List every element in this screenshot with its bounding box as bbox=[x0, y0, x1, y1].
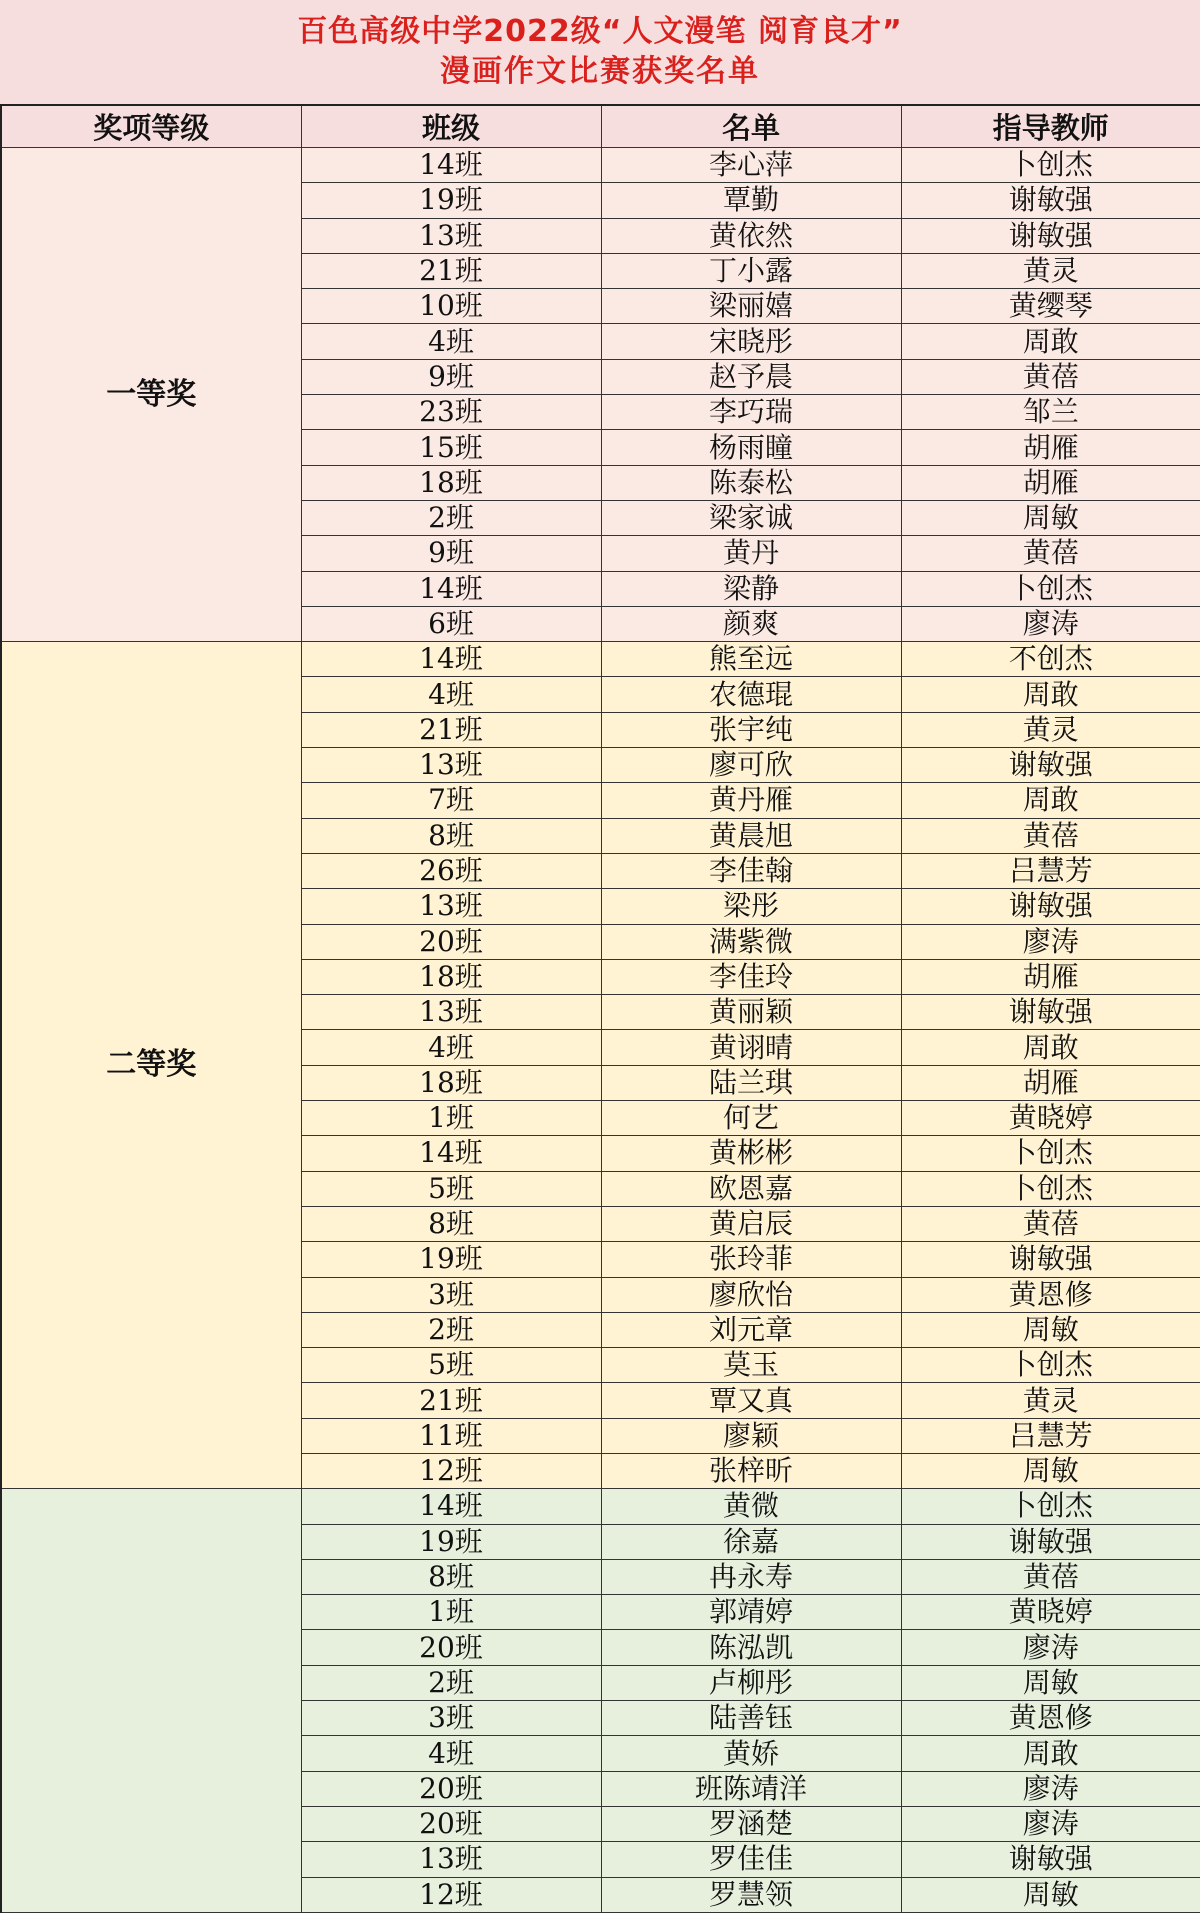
student-name-cell: 罗佳佳 bbox=[601, 1842, 901, 1877]
teacher-cell: 黄晓婷 bbox=[901, 1595, 1200, 1630]
teacher-cell: 黄蓓 bbox=[901, 359, 1200, 394]
class-cell: 2班 bbox=[301, 500, 601, 535]
teacher-cell: 黄恩修 bbox=[901, 1701, 1200, 1736]
class-cell: 13班 bbox=[301, 1842, 601, 1877]
class-cell: 3班 bbox=[301, 1277, 601, 1312]
student-name-cell: 宋晓彤 bbox=[601, 324, 901, 359]
class-cell: 8班 bbox=[301, 1559, 601, 1594]
class-cell: 23班 bbox=[301, 395, 601, 430]
table-body bbox=[1, 148, 1200, 1913]
student-name-cell: 罗涵楚 bbox=[601, 1806, 901, 1841]
teacher-cell: 周敢 bbox=[901, 677, 1200, 712]
teacher-cell: 黄蓓 bbox=[901, 818, 1200, 853]
teacher-cell: 胡雁 bbox=[901, 1065, 1200, 1100]
student-name-cell: 覃勤 bbox=[601, 183, 901, 218]
document-header bbox=[0, 0, 1200, 104]
teacher-cell: 谢敏强 bbox=[901, 995, 1200, 1030]
class-cell: 20班 bbox=[301, 1630, 601, 1665]
teacher-cell: 黄恩修 bbox=[901, 1277, 1200, 1312]
teacher-cell: 周敢 bbox=[901, 783, 1200, 818]
column-header-teacher: 指导教师 bbox=[901, 105, 1200, 148]
student-name-cell: 黄微 bbox=[601, 1489, 901, 1524]
student-name-cell: 陈泓凯 bbox=[601, 1630, 901, 1665]
class-cell: 7班 bbox=[301, 783, 601, 818]
class-cell: 12班 bbox=[301, 1453, 601, 1488]
student-name-cell: 李佳翰 bbox=[601, 853, 901, 888]
class-cell: 10班 bbox=[301, 289, 601, 324]
student-name-cell: 罗慧领 bbox=[601, 1877, 901, 1912]
column-header-award: 奖项等级 bbox=[1, 105, 301, 148]
teacher-cell: 廖涛 bbox=[901, 606, 1200, 641]
student-name-cell: 梁静 bbox=[601, 571, 901, 606]
column-header-class: 班级 bbox=[301, 105, 601, 148]
class-cell: 19班 bbox=[301, 183, 601, 218]
teacher-cell: 廖涛 bbox=[901, 1806, 1200, 1841]
teacher-cell: 廖涛 bbox=[901, 1630, 1200, 1665]
class-cell: 12班 bbox=[301, 1877, 601, 1912]
class-cell: 6班 bbox=[301, 606, 601, 641]
class-cell: 4班 bbox=[301, 1030, 601, 1065]
student-name-cell: 刘元章 bbox=[601, 1312, 901, 1347]
student-name-cell: 陈泰松 bbox=[601, 465, 901, 500]
teacher-cell: 谢敏强 bbox=[901, 183, 1200, 218]
teacher-cell: 黄缨琴 bbox=[901, 289, 1200, 324]
student-name-cell: 农德琨 bbox=[601, 677, 901, 712]
table-row bbox=[1, 148, 1200, 183]
class-cell: 19班 bbox=[301, 1242, 601, 1277]
class-cell: 3班 bbox=[301, 1701, 601, 1736]
teacher-cell: 黄蓓 bbox=[901, 536, 1200, 571]
class-cell: 5班 bbox=[301, 1348, 601, 1383]
student-name-cell: 丁小露 bbox=[601, 253, 901, 288]
teacher-cell: 谢敏强 bbox=[901, 889, 1200, 924]
student-name-cell: 莫玉 bbox=[601, 1348, 901, 1383]
column-header-name: 名单 bbox=[601, 105, 901, 148]
student-name-cell: 冉永寿 bbox=[601, 1559, 901, 1594]
student-name-cell: 黄娇 bbox=[601, 1736, 901, 1771]
teacher-cell: 黄晓婷 bbox=[901, 1101, 1200, 1136]
class-cell: 2班 bbox=[301, 1665, 601, 1700]
class-cell: 1班 bbox=[301, 1101, 601, 1136]
class-cell: 26班 bbox=[301, 853, 601, 888]
teacher-cell: 周敏 bbox=[901, 1453, 1200, 1488]
student-name-cell: 廖欣怡 bbox=[601, 1277, 901, 1312]
teacher-cell: 黄蓓 bbox=[901, 1206, 1200, 1241]
teacher-cell: 谢敏强 bbox=[901, 1842, 1200, 1877]
student-name-cell: 黄晨旭 bbox=[601, 818, 901, 853]
class-cell: 13班 bbox=[301, 889, 601, 924]
award-level-cell: 二等奖 bbox=[1, 642, 301, 1489]
teacher-cell: 周敢 bbox=[901, 324, 1200, 359]
teacher-cell: 谢敏强 bbox=[901, 1524, 1200, 1559]
class-cell: 9班 bbox=[301, 536, 601, 571]
student-name-cell: 班陈靖洋 bbox=[601, 1771, 901, 1806]
student-name-cell: 陆善钰 bbox=[601, 1701, 901, 1736]
teacher-cell: 胡雁 bbox=[901, 959, 1200, 994]
class-cell: 18班 bbox=[301, 959, 601, 994]
class-cell: 14班 bbox=[301, 1489, 601, 1524]
class-cell: 15班 bbox=[301, 430, 601, 465]
teacher-cell: 周敏 bbox=[901, 1665, 1200, 1700]
teacher-cell: 吕慧芳 bbox=[901, 853, 1200, 888]
teacher-cell: 不创杰 bbox=[901, 642, 1200, 677]
student-name-cell: 梁家诚 bbox=[601, 500, 901, 535]
teacher-cell: 廖涛 bbox=[901, 1771, 1200, 1806]
student-name-cell: 陆兰琪 bbox=[601, 1065, 901, 1100]
student-name-cell: 黄彬彬 bbox=[601, 1136, 901, 1171]
teacher-cell: 周敢 bbox=[901, 1736, 1200, 1771]
teacher-cell: 周敏 bbox=[901, 500, 1200, 535]
student-name-cell: 黄诩晴 bbox=[601, 1030, 901, 1065]
class-cell: 20班 bbox=[301, 1806, 601, 1841]
teacher-cell: 卜创杰 bbox=[901, 1348, 1200, 1383]
class-cell: 2班 bbox=[301, 1312, 601, 1347]
class-cell: 13班 bbox=[301, 748, 601, 783]
student-name-cell: 李巧瑞 bbox=[601, 395, 901, 430]
student-name-cell: 杨雨瞳 bbox=[601, 430, 901, 465]
class-cell: 19班 bbox=[301, 1524, 601, 1559]
student-name-cell: 廖颖 bbox=[601, 1418, 901, 1453]
teacher-cell: 黄灵 bbox=[901, 1383, 1200, 1418]
teacher-cell: 黄蓓 bbox=[901, 1559, 1200, 1594]
class-cell: 18班 bbox=[301, 465, 601, 500]
class-cell: 14班 bbox=[301, 1136, 601, 1171]
class-cell: 1班 bbox=[301, 1595, 601, 1630]
table-row bbox=[1, 642, 1200, 677]
student-name-cell: 欧恩嘉 bbox=[601, 1171, 901, 1206]
award-level-cell: 一等奖 bbox=[1, 148, 301, 642]
student-name-cell: 梁丽嬉 bbox=[601, 289, 901, 324]
student-name-cell: 覃又真 bbox=[601, 1383, 901, 1418]
student-name-cell: 梁彤 bbox=[601, 889, 901, 924]
student-name-cell: 张玲菲 bbox=[601, 1242, 901, 1277]
teacher-cell: 卜创杰 bbox=[901, 1489, 1200, 1524]
student-name-cell: 黄丽颖 bbox=[601, 995, 901, 1030]
class-cell: 11班 bbox=[301, 1418, 601, 1453]
teacher-cell: 胡雁 bbox=[901, 465, 1200, 500]
class-cell: 20班 bbox=[301, 924, 601, 959]
teacher-cell: 卜创杰 bbox=[901, 148, 1200, 183]
class-cell: 5班 bbox=[301, 1171, 601, 1206]
student-name-cell: 张梓昕 bbox=[601, 1453, 901, 1488]
teacher-cell: 卜创杰 bbox=[901, 1171, 1200, 1206]
class-cell: 14班 bbox=[301, 642, 601, 677]
student-name-cell: 廖可欣 bbox=[601, 748, 901, 783]
class-cell: 20班 bbox=[301, 1771, 601, 1806]
class-cell: 21班 bbox=[301, 253, 601, 288]
student-name-cell: 黄启辰 bbox=[601, 1206, 901, 1241]
teacher-cell: 吕慧芳 bbox=[901, 1418, 1200, 1453]
teacher-cell: 卜创杰 bbox=[901, 571, 1200, 606]
student-name-cell: 徐嘉 bbox=[601, 1524, 901, 1559]
table-row bbox=[1, 1489, 1200, 1524]
teacher-cell: 邹兰 bbox=[901, 395, 1200, 430]
class-cell: 21班 bbox=[301, 712, 601, 747]
student-name-cell: 郭靖婷 bbox=[601, 1595, 901, 1630]
student-name-cell: 卢柳彤 bbox=[601, 1665, 901, 1700]
class-cell: 9班 bbox=[301, 359, 601, 394]
table-header-row bbox=[1, 105, 1200, 148]
teacher-cell: 胡雁 bbox=[901, 430, 1200, 465]
teacher-cell: 卜创杰 bbox=[901, 1136, 1200, 1171]
class-cell: 4班 bbox=[301, 1736, 601, 1771]
teacher-cell: 黄灵 bbox=[901, 712, 1200, 747]
title-line-2: 漫画作文比赛获奖名单 bbox=[440, 54, 760, 89]
student-name-cell: 赵予晨 bbox=[601, 359, 901, 394]
class-cell: 4班 bbox=[301, 324, 601, 359]
teacher-cell: 周敏 bbox=[901, 1312, 1200, 1347]
teacher-cell: 黄灵 bbox=[901, 253, 1200, 288]
class-cell: 14班 bbox=[301, 571, 601, 606]
student-name-cell: 颜爽 bbox=[601, 606, 901, 641]
student-name-cell: 何艺 bbox=[601, 1101, 901, 1136]
student-name-cell: 李佳玲 bbox=[601, 959, 901, 994]
class-cell: 14班 bbox=[301, 148, 601, 183]
student-name-cell: 满紫微 bbox=[601, 924, 901, 959]
teacher-cell: 谢敏强 bbox=[901, 218, 1200, 253]
student-name-cell: 李心萍 bbox=[601, 148, 901, 183]
class-cell: 21班 bbox=[301, 1383, 601, 1418]
award-table bbox=[0, 104, 1200, 1913]
class-cell: 13班 bbox=[301, 218, 601, 253]
student-name-cell: 黄丹雁 bbox=[601, 783, 901, 818]
class-cell: 4班 bbox=[301, 677, 601, 712]
teacher-cell: 谢敏强 bbox=[901, 748, 1200, 783]
class-cell: 13班 bbox=[301, 995, 601, 1030]
teacher-cell: 廖涛 bbox=[901, 924, 1200, 959]
title-line-1: 百色高级中学2022级“人文漫笔 阅育良才” bbox=[297, 14, 903, 49]
student-name-cell: 黄丹 bbox=[601, 536, 901, 571]
award-level-cell bbox=[1, 1489, 301, 1913]
student-name-cell: 熊至远 bbox=[601, 642, 901, 677]
class-cell: 18班 bbox=[301, 1065, 601, 1100]
teacher-cell: 周敏 bbox=[901, 1877, 1200, 1912]
student-name-cell: 黄依然 bbox=[601, 218, 901, 253]
teacher-cell: 谢敏强 bbox=[901, 1242, 1200, 1277]
student-name-cell: 张宇纯 bbox=[601, 712, 901, 747]
teacher-cell: 周敢 bbox=[901, 1030, 1200, 1065]
class-cell: 8班 bbox=[301, 1206, 601, 1241]
class-cell: 8班 bbox=[301, 818, 601, 853]
